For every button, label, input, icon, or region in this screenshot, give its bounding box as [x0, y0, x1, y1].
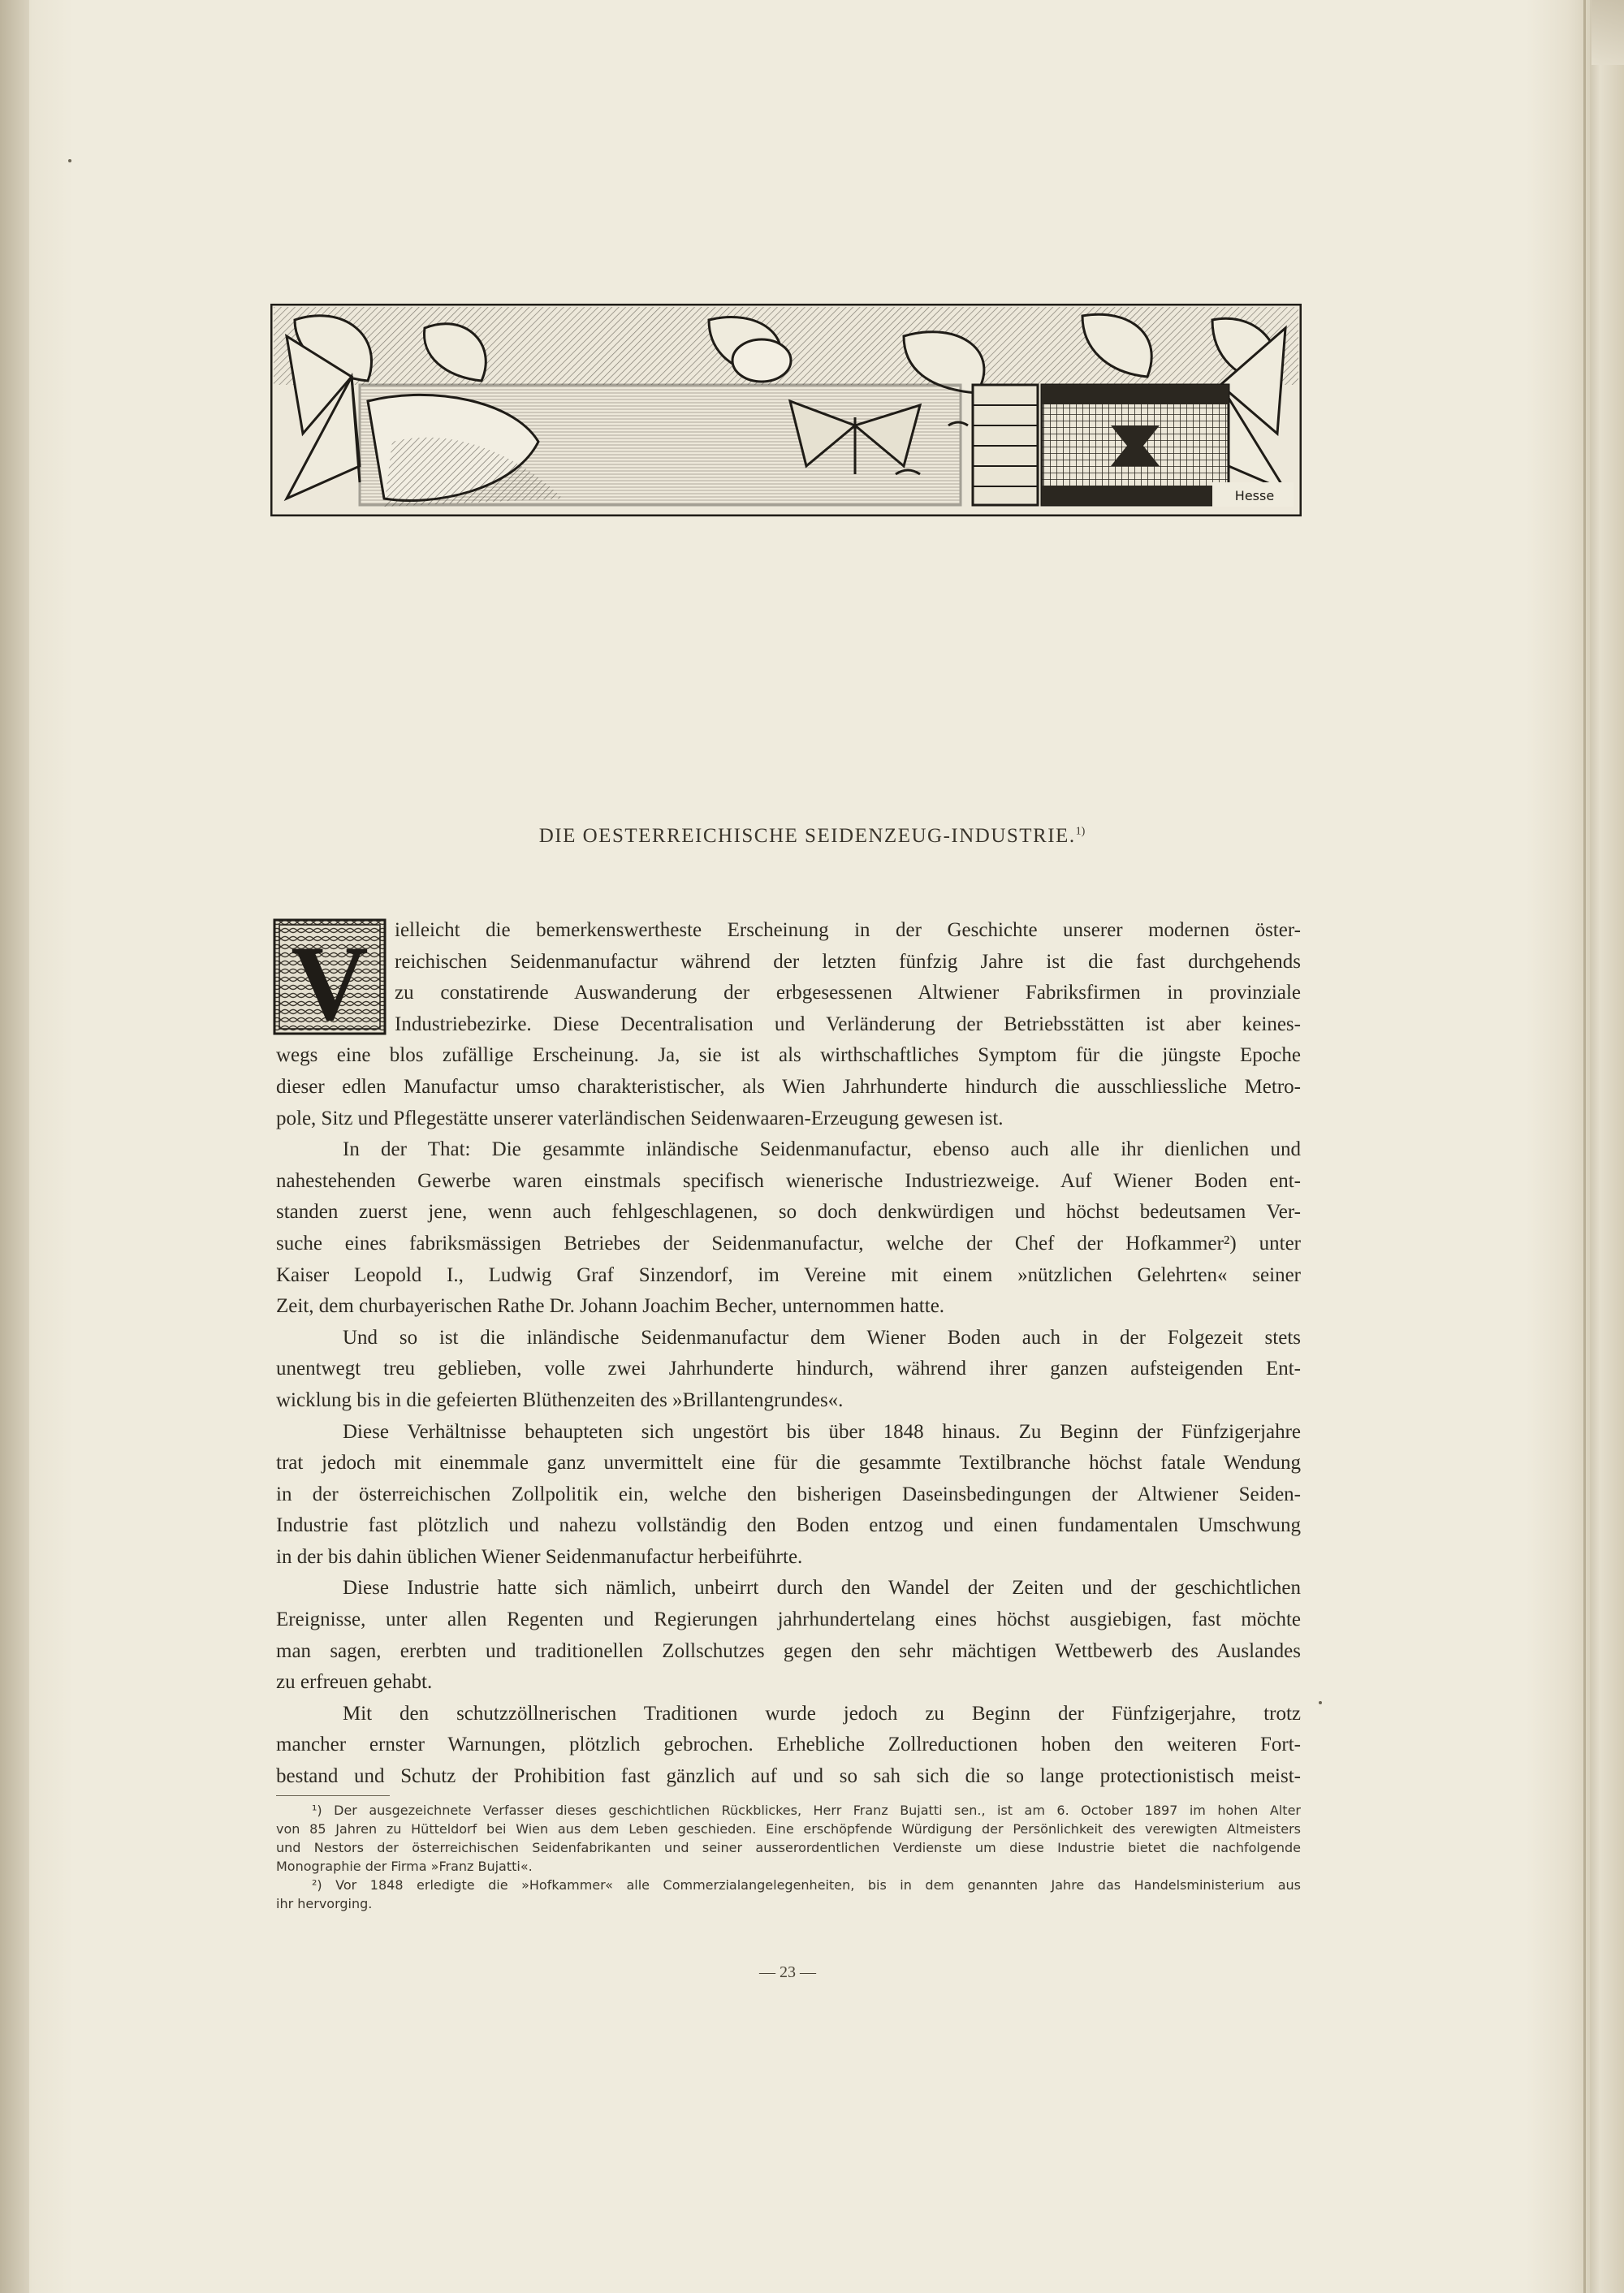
body-line: pole, Sitz und Pflegestätte unserer vaterländischen Seidenwaaren-Erzeugung gewesen ist.: [276, 1107, 1004, 1129]
footnotes: [276, 1801, 1301, 1913]
stray-mark: [1319, 1701, 1322, 1704]
body-line: wegs eine blos zufällige Erscheinung. Ja, sie ist als wirthschaftliches Symptom für die jüngste Epoche: [276, 1044, 1301, 1067]
footnote-line: und Nestors der österreichischen Seidenfabrikanten und seiner ausserordentlichen Verdienste um diese Industrie bietet die nachfolgende: [276, 1840, 1301, 1855]
page-corner: [1592, 0, 1624, 65]
page-edge-line: [1583, 0, 1586, 2293]
body-line: dieser edlen Manufactur umso charakteristischer, als Wien Jahrhunderte hindurch die ausschliessliche Metro-: [276, 1075, 1301, 1098]
body-line: man sagen, ererbten und traditionellen Zollschutzes gegen den sehr mächtigen Wettbewerb des Auslandes: [276, 1639, 1301, 1662]
cocoon-icon: [732, 339, 791, 382]
body-line: standen zuerst jene, wenn auch fehlgeschlagenen, so doch denkwürdigen und höchst bedeutsamen Ver-: [276, 1201, 1301, 1224]
page-title-text: DIE OESTERREICHISCHE SEIDENZEUG-INDUSTRIE.: [538, 825, 1076, 847]
body-line: Zeit, dem churbayerischen Rathe Dr. Johann Joachim Becher, unternommen hatte.: [276, 1295, 945, 1318]
page-number: — 23 —: [759, 1963, 816, 1981]
body-line: Ereignisse, unter allen Regenten und Regierungen jahrhundertelang eines höchst ausgiebigen, fast möchte: [276, 1609, 1301, 1631]
header-illustration: [270, 304, 1302, 516]
body-line: Mit den schutzzöllnerischen Traditionen wurde jedoch zu Beginn der Fünfzigerjahre, trotz: [343, 1702, 1301, 1725]
stray-mark: [68, 159, 71, 162]
footnote-line: ²) Vor 1848 erledigte die »Hofkammer« alle Commerzialangelegenheiten, bis in dem genannten Jahre das Handelsministerium aus: [312, 1877, 1301, 1893]
footnote-rule: [276, 1795, 390, 1796]
footnote-line: ihr hervorging.: [276, 1896, 373, 1911]
body-line: ielleicht die bemerkenswertheste Erscheinung in der Geschichte unserer modernen öster-: [395, 919, 1301, 941]
footnote-line: Monographie der Firma »Franz Bujatti«.: [276, 1859, 533, 1874]
body-line: Industrie fast plötzlich und nahezu vollständig den Boden entzog und einen fundamentalen Umschwung: [276, 1514, 1301, 1537]
page-edge: [1590, 0, 1624, 2293]
page-gutter: [0, 0, 29, 2293]
body-line: suche eines fabriksmässigen Betriebes der Seidenmanufactur, welche der Chef der Hofkammer²) unter: [276, 1232, 1301, 1254]
title-footnote-mark: 1): [1075, 825, 1086, 838]
body-line: In der That: Die gesammte inländische Seidenmanufactur, ebenso auch alle ihr dienlichen und: [343, 1138, 1301, 1161]
footnote-line: ¹) Der ausgezeichnete Verfasser dieses geschichtlichen Rückblickes, Herr Franz Bujatti sen., ist am 6. October 1897 im hohen Alter: [312, 1803, 1301, 1818]
body-line: reichischen Seidenmanufactur während der letzten fünfzig Jahre ist die fast durchgehends: [395, 950, 1301, 973]
body-text: [276, 915, 1301, 1793]
illustration-signature: Hesse: [1234, 488, 1275, 503]
body-line: Und so ist die inländische Seidenmanufactur dem Wiener Boden auch in der Folgezeit stets: [343, 1326, 1301, 1349]
body-line: zu constatirende Auswanderung der erbgesessenen Altwiener Fabriksfirmen in provinziale: [395, 982, 1301, 1004]
page-title: [438, 825, 1186, 848]
footnote-line: von 85 Jahren zu Hütteldorf bei Wien aus dem Leben geschieden. Eine erschöpfende Würdigung der Persönlichkeit des verewigten Altmeisters: [276, 1821, 1301, 1837]
body-line: bestand und Schutz der Prohibition fast gänzlich auf und so sah sich die so lange protectionistisch meist-: [276, 1765, 1301, 1788]
drop-cap-letter: V: [291, 923, 369, 1035]
body-line: Diese Industrie hatte sich nämlich, unbeirrt durch den Wandel der Zeiten und der geschichtlichen: [343, 1577, 1301, 1600]
body-line: wicklung bis in die gefeierten Blüthenzeiten des »Brillantengrundes«.: [276, 1388, 844, 1411]
body-line: trat jedoch mit einemmale ganz unvermittelt eine für die gesammte Textilbranche höchst fatale Wendung: [276, 1452, 1301, 1475]
body-line: zu erfreuen gehabt.: [276, 1671, 433, 1694]
body-line: unentwegt treu geblieben, volle zwei Jahrhunderte hindurch, während ihrer ganzen aufsteigenden Ent-: [276, 1358, 1301, 1380]
body-line: mancher ernster Warnungen, plötzlich gebrochen. Erhebliche Zollreductionen hoben den weiteren Fort-: [276, 1734, 1301, 1756]
body-line: Industriebezirke. Diese Decentralisation und Verländerung der Betriebsstätten ist aber keines-: [395, 1013, 1301, 1035]
body-line: in der österreichischen Zollpolitik ein, welche den bisherigen Daseinsbedingungen der Altwiener Seiden-: [276, 1483, 1301, 1505]
body-line: in der bis dahin üblichen Wiener Seidenmanufactur herbeiführte.: [276, 1545, 803, 1568]
body-line: Diese Verhältnisse behaupteten sich ungestört bis über 1848 hinaus. Zu Beginn der Fünfzigerjahre: [343, 1420, 1301, 1443]
body-line: nahestehenden Gewerbe waren einstmals specifisch wienerische Industriezweige. Auf Wiener Boden ent-: [276, 1169, 1301, 1192]
body-line: Kaiser Leopold I., Ludwig Graf Sinzendorf, im Vereine mit einem »nützlichen Gelehrten« seiner: [276, 1263, 1301, 1286]
